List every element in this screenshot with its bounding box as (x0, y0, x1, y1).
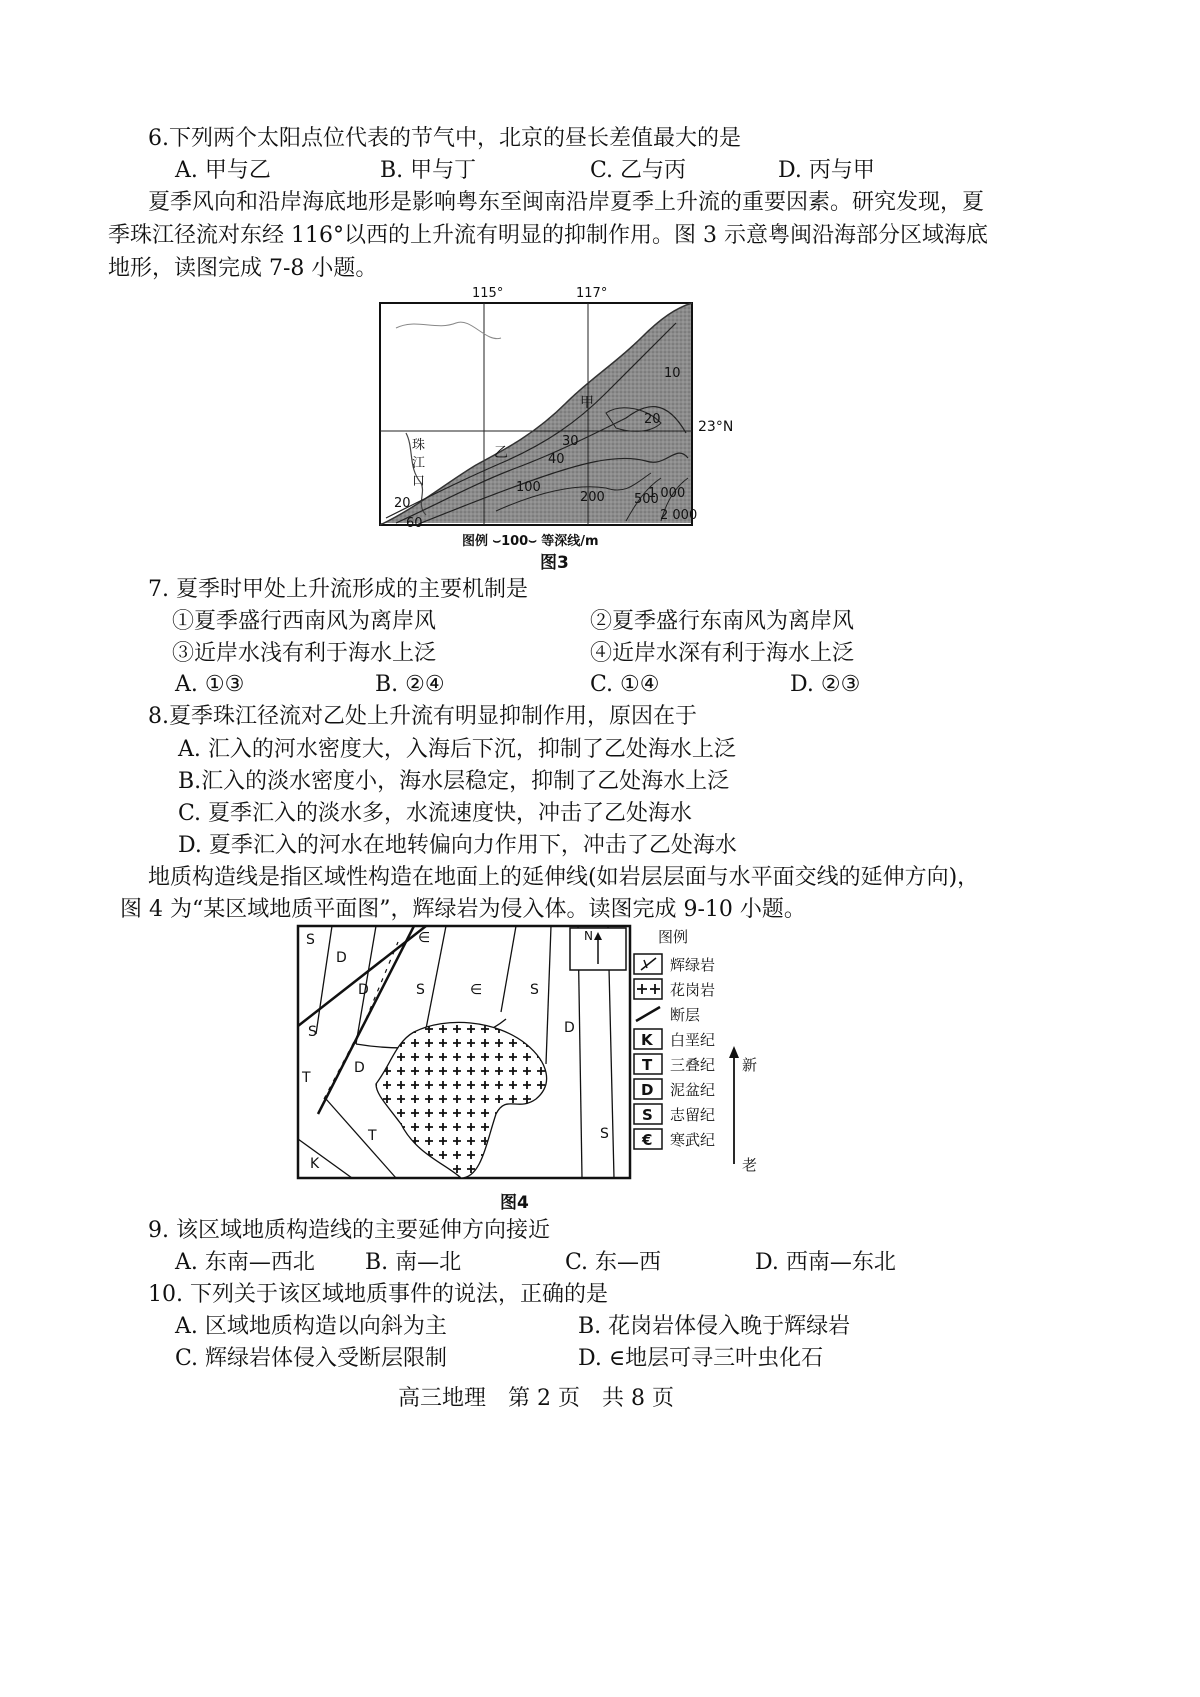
q7-option-b: B. ②④ (375, 672, 445, 697)
contour-label: 40 (548, 452, 565, 467)
q8-stem: 8.夏季珠江径流对乙处上升流有明显抑制作用，原因在于 (148, 704, 697, 729)
figure3-seafloor-map (376, 283, 734, 568)
q8-option-c: C. 夏季汇入的淡水多，水流速度快，冲击了乙处海水 (178, 801, 693, 826)
passage1-line1: 夏季风向和沿岸海底地形是影响粤东至闽南沿岸夏季上升流的重要因素。研究发现，夏 (148, 190, 985, 215)
q9-option-c: C. 东—西 (565, 1250, 662, 1275)
page-footer: 高三地理 第 2 页 共 8 页 (398, 1386, 674, 1411)
passage2-line2: 图 4 为“某区域地质平面图”，辉绿岩为侵入体。读图完成 9-10 小题。 (120, 897, 806, 922)
legend-new-label: 新 (742, 1056, 758, 1074)
q6-option-d: D. 丙与甲 (778, 158, 875, 183)
figure3-legend: 图例 ⌣100⌣ 等深线/m (462, 534, 599, 549)
passage1-line2: 季珠江径流对东经 116°以西的上升流有明显的抑制作用。图 3 示意粤闽沿海部分区域海底 (108, 223, 988, 248)
legend-old-label: 老 (742, 1156, 758, 1174)
contour-label: 20 (644, 412, 661, 427)
stratum-label: D (358, 982, 369, 998)
q7-option-a: A. ①③ (175, 672, 245, 697)
contour-label: 2 000 (660, 508, 698, 523)
stratum-label: S (306, 932, 315, 948)
lon-117-label: 117° (576, 286, 608, 301)
passage1-line3: 地形，读图完成 7-8 小题。 (108, 256, 378, 281)
q9-option-a: A. 东南—西北 (175, 1250, 315, 1275)
contour-label: 60 (406, 516, 423, 531)
legend-item: 志留纪 (670, 1106, 716, 1124)
q7-item-2: ②夏季盛行东南风为离岸风 (590, 609, 855, 634)
q10-option-d: D. ∈地层可寻三叶虫化石 (578, 1346, 824, 1371)
contour-label: 100 (516, 480, 541, 495)
figure4-geologic-map (296, 924, 776, 1186)
q7-item-4: ④近岸水深有利于海水上泛 (590, 641, 855, 666)
stratum-label: S (308, 1024, 317, 1040)
legend-item: 三叠纪 (670, 1056, 716, 1074)
legend-item: 断层 (670, 1006, 701, 1024)
figure4-legend (634, 928, 757, 1174)
geologic-map-frame (298, 926, 630, 1178)
q8-option-b: B.汇入的淡水密度小，海水层稳定，抑制了乙处海水上泛 (178, 769, 730, 794)
q9-option-b: B. 南—北 (365, 1250, 462, 1275)
stratum-label: D (336, 950, 347, 966)
q7-option-d: D. ②③ (790, 672, 861, 697)
legend-item: 泥盆纪 (670, 1081, 716, 1099)
legend-symbol: D (641, 1081, 654, 1099)
contour-label: 30 (562, 434, 579, 449)
stratum-label: S (416, 982, 425, 998)
stratum-label: D (354, 1060, 365, 1076)
stratum-label: K (310, 1156, 320, 1172)
passage2-line1: 地质构造线是指区域性构造在地面上的延伸线(如岩层层面与水平面交线的延伸方向)， (148, 865, 980, 890)
stratum-label: T (368, 1128, 377, 1144)
q10-option-c: C. 辉绿岩体侵入受断层限制 (175, 1346, 448, 1371)
stratum-label: T (302, 1070, 311, 1086)
stratum-label: D (564, 1020, 575, 1036)
q8-option-a: A. 汇入的河水密度大，入海后下沉，抑制了乙处海水上泛 (178, 737, 736, 762)
legend-item: 寒武纪 (670, 1131, 716, 1149)
q8-option-d: D. 夏季汇入的河水在地转偏向力作用下，冲击了乙处海水 (178, 833, 737, 858)
point-yi: 乙 (494, 445, 508, 461)
q6-option-a: A. 甲与乙 (175, 158, 271, 183)
q7-option-c: C. ①④ (590, 672, 660, 697)
q9-option-d: D. 西南—东北 (755, 1250, 896, 1275)
q7-stem: 7. 夏季时甲处上升流形成的主要机制是 (148, 577, 528, 602)
contour-label: 10 (664, 366, 681, 381)
river-label-3: 口 (412, 474, 426, 489)
q7-item-3: ③近岸水浅有利于海水上泛 (172, 641, 437, 666)
figure3-caption: 图3 (540, 553, 569, 573)
legend-item: 辉绿岩 (670, 956, 716, 974)
lon-115-label: 115° (472, 286, 504, 301)
legend-item: 白垩纪 (670, 1031, 716, 1049)
legend-symbol: S (642, 1106, 653, 1124)
north-label: N (584, 929, 593, 943)
q6-option-c: C. 乙与丙 (590, 158, 687, 183)
q10-option-b: B. 花岗岩体侵入晚于辉绿岩 (578, 1314, 851, 1339)
stratum-label: ∈ (470, 982, 483, 998)
stratum-label: S (600, 1126, 609, 1142)
stratum-label: ∈ (418, 930, 431, 946)
legend-symbol: K (641, 1031, 653, 1049)
lat-23n-label: 23°N (698, 419, 734, 435)
q7-item-1: ①夏季盛行西南风为离岸风 (172, 609, 437, 634)
river-label-1: 珠 (412, 438, 426, 453)
contour-label: 500 (634, 492, 659, 507)
river-label-2: 江 (412, 456, 426, 471)
q9-stem: 9. 该区域地质构造线的主要延伸方向接近 (148, 1218, 550, 1243)
stratum-label: S (530, 982, 539, 998)
figure4-caption: 图4 (500, 1193, 529, 1213)
legend-symbol: T (642, 1056, 653, 1074)
q10-stem: 10. 下列关于该区域地质事件的说法，正确的是 (148, 1282, 608, 1307)
legend-item: 花岗岩 (670, 981, 716, 999)
contour-label: 20 (394, 496, 411, 511)
q6-stem: 6.下列两个太阳点位代表的节气中，北京的昼长差值最大的是 (148, 126, 741, 151)
contour-label: 1 000 (648, 486, 686, 501)
contour-label: 200 (580, 490, 605, 505)
legend-symbol: € (642, 1131, 653, 1149)
q10-option-a: A. 区域地质构造以向斜为主 (175, 1314, 447, 1339)
legend-title: 图例 (658, 928, 689, 946)
point-jia: 甲 (580, 395, 594, 411)
q6-option-b: B. 甲与丁 (380, 158, 477, 183)
